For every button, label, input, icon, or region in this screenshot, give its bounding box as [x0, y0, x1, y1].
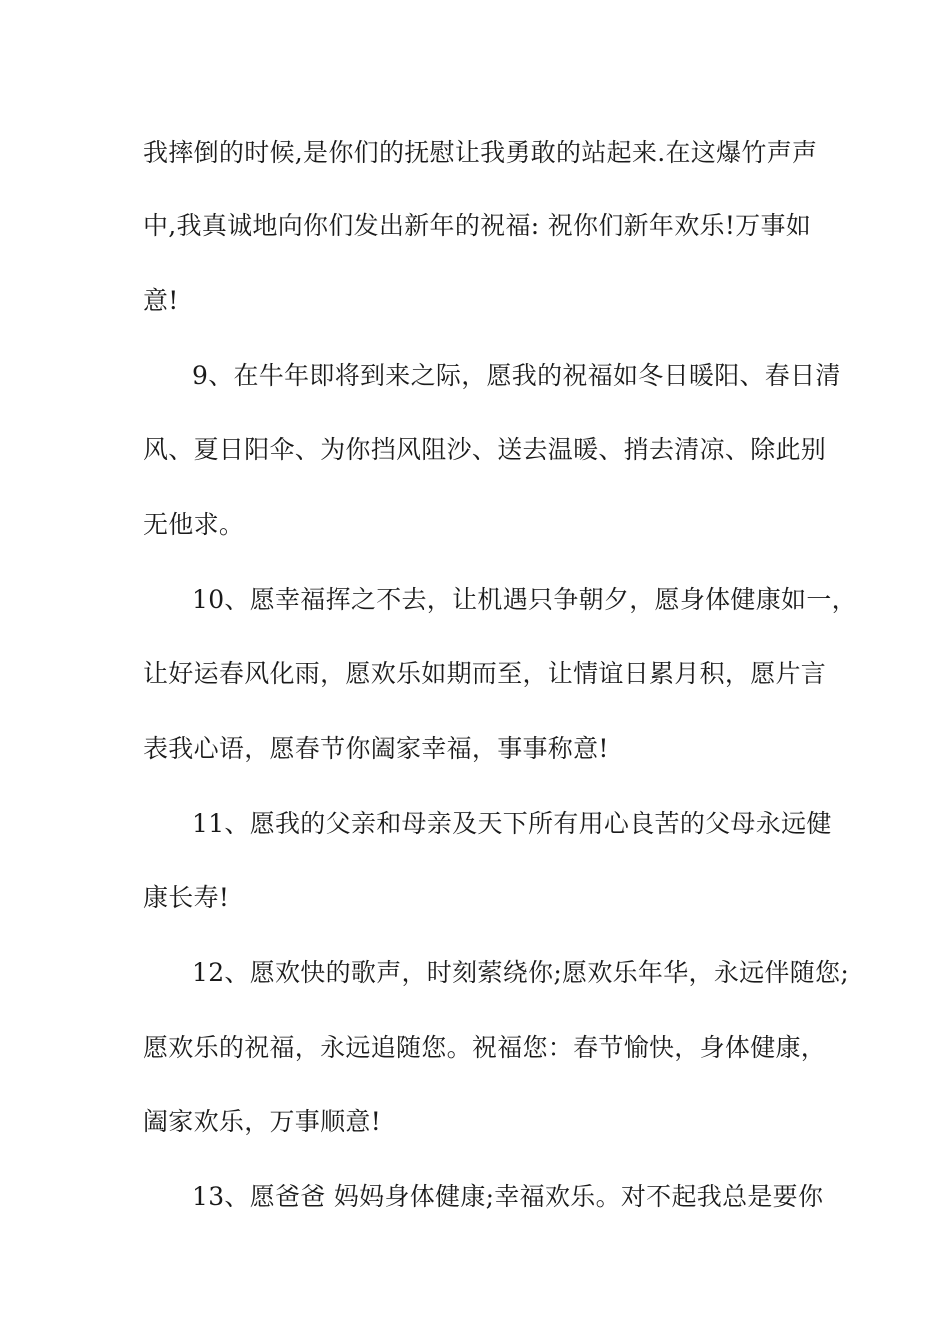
- paragraph-11-line-1: 11、愿我的父亲和母亲及天下所有用心良苦的父母永远健: [192, 809, 832, 838]
- text-line-3: 意!: [143, 286, 179, 315]
- paragraph-12-line-2: 愿欢乐的祝福，永远追随您。祝福您：春节愉快，身体健康，: [143, 1033, 827, 1062]
- paragraph-13-line-1: 13、愿爸爸 妈妈身体健康;幸福欢乐。对不起我总是要你: [192, 1182, 824, 1211]
- paragraph-12-line-1: 12、愿欢快的歌声，时刻萦绕你;愿欢乐年华，永远伴随您;: [192, 958, 850, 987]
- paragraph-11-line-2: 康长寿!: [143, 883, 230, 912]
- paragraph-12-line-3: 阖家欢乐，万事顺意!: [143, 1107, 382, 1136]
- text-line-1: 我摔倒的时候,是你们的抚慰让我勇敢的站起来.在这爆竹声声: [143, 138, 818, 167]
- paragraph-9-line-3: 无他求。: [143, 510, 245, 539]
- paragraph-9-line-2: 风、夏日阳伞、为你挡风阻沙、送去温暖、捎去清凉、除此别: [143, 435, 827, 464]
- paragraph-10-line-2: 让好运春风化雨，愿欢乐如期而至，让情谊日累月积，愿片言: [143, 659, 827, 688]
- paragraph-10-line-3: 表我心语，愿春节你阖家幸福，事事称意!: [143, 734, 609, 763]
- paragraph-10-line-1: 10、愿幸福挥之不去，让机遇只争朝夕，愿身体健康如一，: [192, 585, 857, 614]
- text-line-2: 中,我真诚地向你们发出新年的祝福: 祝你们新年欢乐!万事如: [143, 211, 812, 240]
- paragraph-9-line-1: 9、在牛年即将到来之际，愿我的祝福如冬日暖阳、春日清: [192, 361, 841, 390]
